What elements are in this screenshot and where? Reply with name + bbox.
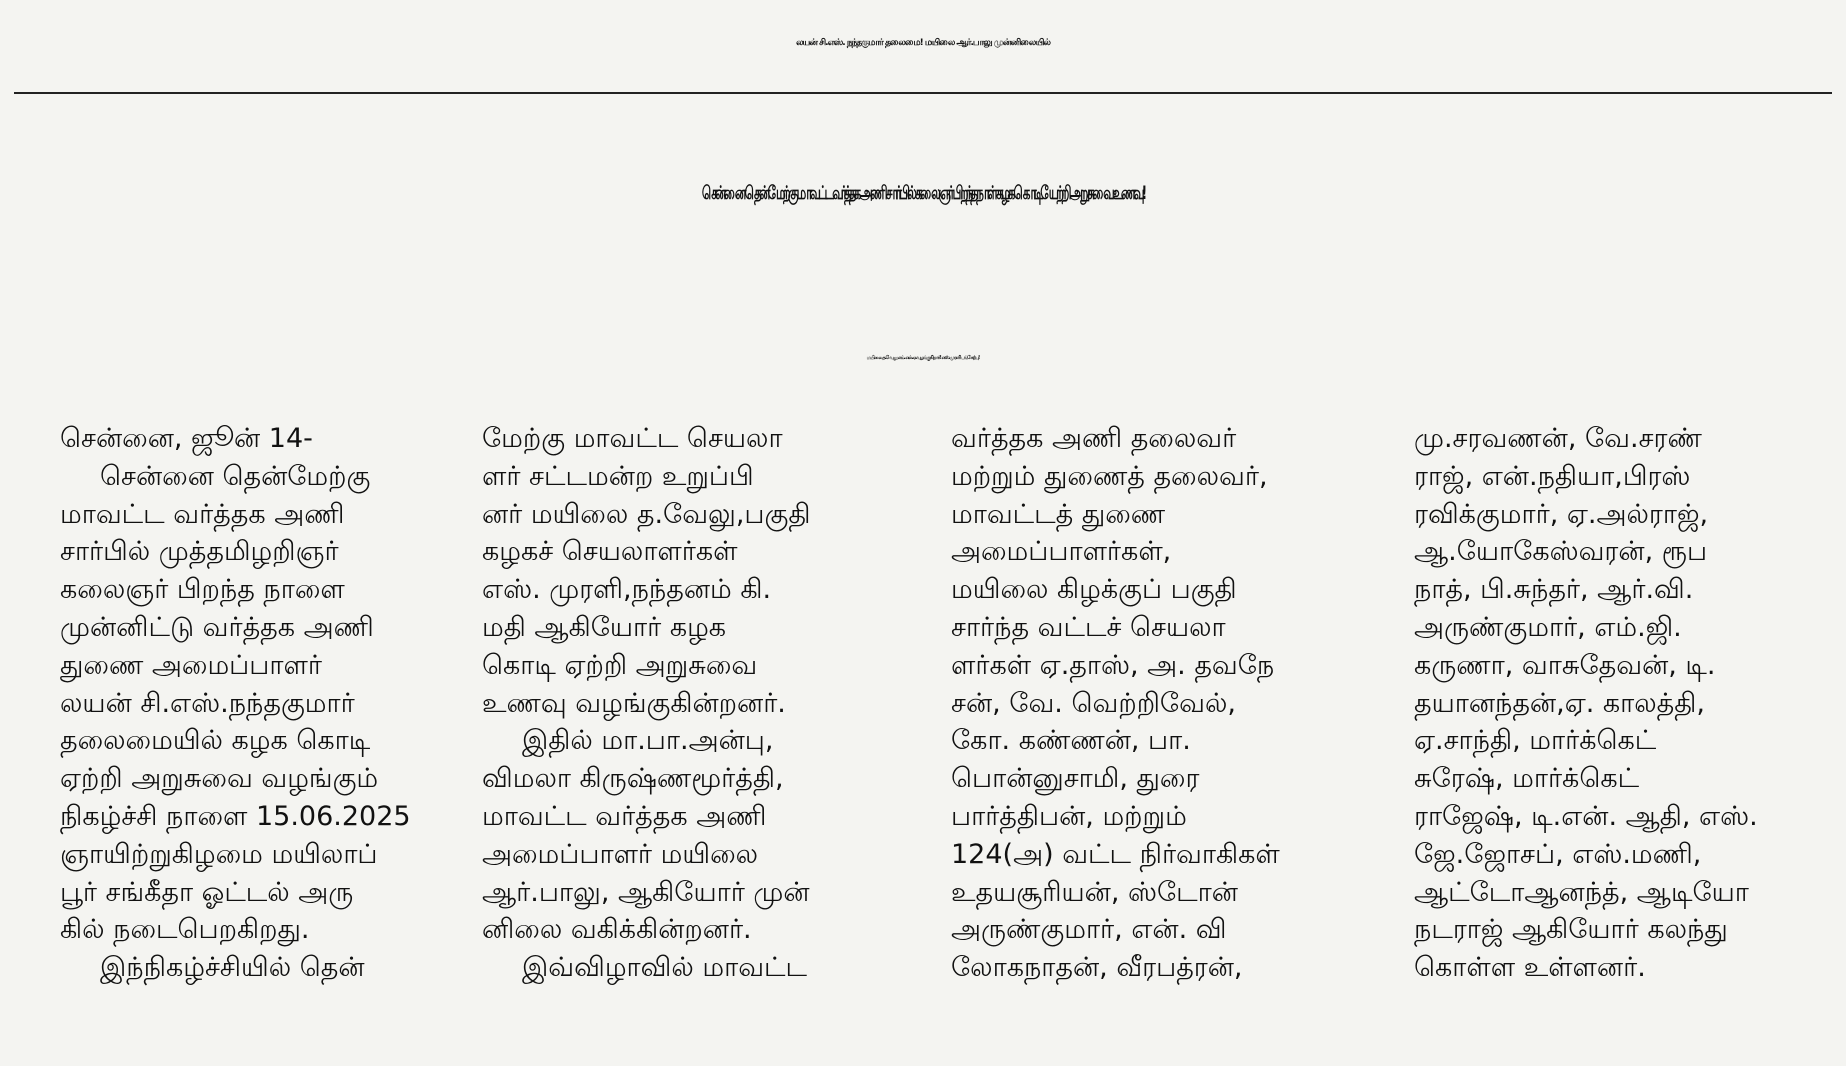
article-line: பார்த்திபன், மற்றும்	[951, 800, 1187, 832]
kicker-headline: லயன் சி.எஸ். நந்தகுமார் தலைமை! மயிலை ஆர்.பாலு முன்னிலையில்	[796, 38, 1050, 48]
article-column-2	[482, 420, 912, 987]
article-line: சன், வே. வெற்றிவேல்,	[951, 687, 1236, 719]
article-line: முன்னிட்டு வர்த்தக அணி	[60, 611, 374, 643]
article-line: வர்த்தக அணி தலைவர்	[951, 423, 1237, 454]
sub-headline: மயிலை த.வேலு எம். எல்.ஏ.வழங்குகிறார்! எஸ்.முரளி பங்கேற்பு!	[866, 355, 980, 361]
article-line: அமைப்பாளர்கள்,	[951, 536, 1172, 568]
article-line: நடராஜ் ஆகியோர் கலந்து	[1414, 914, 1728, 946]
article-line: சார்ந்த வட்டச் செயலா	[951, 611, 1226, 643]
article-line: கொள்ள உள்ளனர்.	[1414, 952, 1646, 984]
article-line: மேற்கு மாவட்ட செயலா	[482, 423, 783, 454]
article-line: ஆ.யோகேஸ்வரன், ரூப	[1414, 536, 1708, 568]
main-headline: சென்னை தென்மேற்கு மாவட்ட வர்த்தக அணி சார்பில் கலைஞர் பிறந்த நாள் கழக கொடியேற்றி அறுசுவை உணவு!	[701, 182, 1145, 204]
article-body	[0, 420, 1846, 1060]
article-line: ளர்கள் ஏ.தாஸ், அ. தவநே	[951, 649, 1275, 681]
article-line: பூர் சங்கீதா ஓட்டல் அரு	[60, 876, 354, 908]
article-line: விமலா கிருஷ்ணமூர்த்தி,	[482, 763, 784, 795]
article-line: லோகநாதன், வீரபத்ரன்,	[951, 952, 1243, 984]
article-line: ஏ.சாந்தி, மார்க்கெட்	[1414, 725, 1657, 757]
article-line: அருண்குமார், என். வி	[951, 914, 1227, 946]
article-line: தயானந்தன்,ஏ. காலத்தி,	[1414, 687, 1705, 719]
article-line: உதயசூரியன், ஸ்டோன்	[951, 876, 1238, 908]
article-line: சென்னை தென்மேற்கு	[100, 460, 371, 492]
article-line: சென்னை, ஜூன் 14-	[60, 423, 313, 454]
article-column-3	[951, 420, 1381, 987]
article-line: ஏற்றி அறுசுவை வழங்கும்	[60, 763, 379, 795]
article-line: பொன்னுசாமி, துரை	[951, 763, 1200, 795]
article-line: ஞாயிற்றுகிழமை மயிலாப்	[60, 838, 378, 870]
article-line: அருண்குமார், எம்.ஜி.	[1414, 611, 1682, 643]
article-line: கோ. கண்ணன், பா.	[951, 725, 1191, 757]
article-line: நாத், பி.சுந்தர், ஆர்.வி.	[1414, 574, 1694, 606]
article-line: இந்நிகழ்ச்சியில் தென்	[100, 952, 365, 984]
article-line: கொடி ஏற்றி அறுசுவை	[482, 649, 758, 681]
article-line: லயன் சி.எஸ்.நந்தகுமார்	[60, 687, 355, 719]
article-column-4	[1414, 420, 1844, 987]
article-line: மு.சரவணன், வே.சரண்	[1414, 423, 1702, 454]
article-line: ஜே.ஜோசப், எஸ்.மணி,	[1414, 838, 1702, 870]
article-line: னிலை வகிக்கின்றனர்.	[482, 914, 752, 946]
article-line: ராஜ், என்.நதியா,பிரஸ்	[1414, 460, 1691, 492]
article-line: மயிலை கிழக்குப் பகுதி	[951, 574, 1237, 606]
article-line: ஆர்.பாலு, ஆகியோர் முன்	[482, 876, 810, 908]
article-line: இவ்விழாவில் மாவட்ட	[522, 952, 808, 984]
article-line: ஆட்டோஆனந்த், ஆடியோ	[1414, 876, 1749, 908]
article-line: கலைஞர் பிறந்த நாளை	[60, 574, 345, 606]
article-line: கில் நடைபெறகிறது.	[60, 914, 310, 946]
article-line: னர் மயிலை த.வேலு,பகுதி	[482, 498, 811, 530]
article-line: எஸ். முரளி,நந்தனம் கி.	[482, 574, 772, 606]
article-line: மாவட்ட வர்த்தக அணி	[482, 800, 767, 832]
article-line: அமைப்பாளர் மயிலை	[482, 838, 759, 870]
article-line: 124(அ) வட்ட நிர்வாகிகள்	[951, 838, 1280, 870]
article-column-1	[60, 420, 490, 987]
article-line: ராஜேஷ், டி.என். ஆதி, எஸ்.	[1414, 800, 1758, 832]
article-line: நிகழ்ச்சி நாளை 15.06.2025	[60, 800, 411, 832]
article-line: மாவட்ட வர்த்தக அணி	[60, 498, 345, 530]
article-line: ரவிக்குமார், ஏ.அல்ராஜ்,	[1414, 498, 1709, 530]
article-line: சுரேஷ், மார்க்கெட்	[1414, 763, 1640, 795]
article-line: சார்பில் முத்தமிழறிஞர்	[60, 536, 339, 568]
article-line: தலைமையில் கழக கொடி	[60, 725, 371, 757]
article-line: மதி ஆகியோர் கழக	[482, 611, 727, 643]
article-line: கருணா, வாசுதேவன், டி.	[1414, 649, 1716, 681]
article-line: ளர் சட்டமன்ற உறுப்பி	[482, 460, 754, 492]
article-line: மாவட்டத் துணை	[951, 498, 1166, 530]
article-line: மற்றும் துணைத் தலைவர்,	[951, 460, 1268, 492]
article-line: துணை அமைப்பாளர்	[60, 649, 322, 681]
article-line: இதில் மா.பா.அன்பு,	[522, 725, 774, 757]
article-line: உணவு வழங்குகின்றனர்.	[482, 687, 786, 719]
article-line: கழகச் செயலாளர்கள்	[482, 536, 738, 568]
